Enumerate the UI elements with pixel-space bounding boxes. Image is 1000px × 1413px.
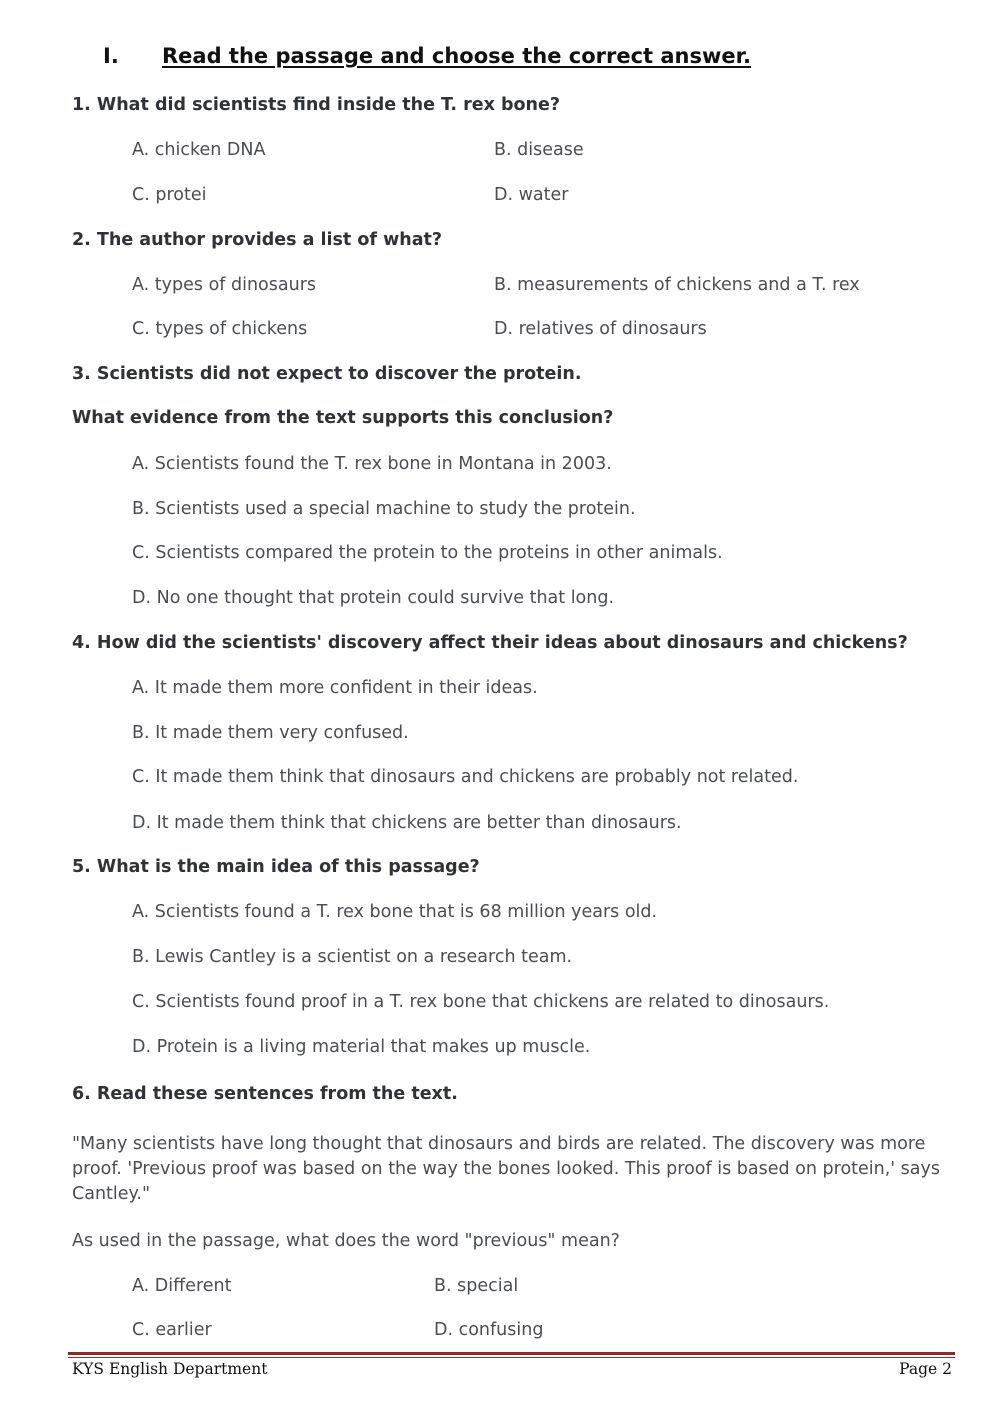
- question-1: 1. What did scientists find inside the T. rex bone?: [72, 95, 560, 115]
- section-title: Read the passage and choose the correct answer.: [162, 44, 751, 68]
- q5-option-c[interactable]: C. Scientists found proof in a T. rex bone that chickens are related to dinosaurs.: [132, 992, 830, 1012]
- q2-option-a[interactable]: A. types of dinosaurs: [132, 275, 317, 295]
- q3-option-a[interactable]: A. Scientists found the T. rex bone in Montana in 2003.: [132, 454, 612, 474]
- q6-option-a[interactable]: A. Different: [132, 1276, 232, 1296]
- footer-rule: [68, 1352, 955, 1355]
- q5-option-b[interactable]: B. Lewis Cantley is a scientist on a research team.: [132, 947, 573, 967]
- question-6-prompt: As used in the passage, what does the word "previous" mean?: [72, 1231, 620, 1251]
- q3-option-d[interactable]: D. No one thought that protein could survive that long.: [132, 588, 615, 608]
- q4-option-b[interactable]: B. It made them very confused.: [132, 723, 409, 743]
- section-number: I.: [103, 44, 119, 68]
- question-4: 4. How did the scientists' discovery affect their ideas about dinosaurs and chickens?: [72, 633, 908, 653]
- q5-option-d[interactable]: D. Protein is a living material that makes up muscle.: [132, 1037, 591, 1057]
- q6-option-d[interactable]: D. confusing: [434, 1320, 544, 1340]
- q1-option-d[interactable]: D. water: [494, 185, 569, 205]
- q4-option-c[interactable]: C. It made them think that dinosaurs and chickens are probably not related.: [132, 767, 799, 787]
- q1-option-b[interactable]: B. disease: [494, 140, 584, 160]
- footer-department: KYS English Department: [72, 1360, 268, 1378]
- footer-rule-thin: [68, 1357, 955, 1358]
- q4-option-d[interactable]: D. It made them think that chickens are better than dinosaurs.: [132, 813, 682, 833]
- q2-option-c[interactable]: C. types of chickens: [132, 319, 308, 339]
- page-number: Page 2: [899, 1360, 952, 1378]
- question-3-prompt: What evidence from the text supports this conclusion?: [72, 408, 614, 428]
- q6-option-c[interactable]: C. earlier: [132, 1320, 212, 1340]
- q2-option-d[interactable]: D. relatives of dinosaurs: [494, 319, 707, 339]
- question-2: 2. The author provides a list of what?: [72, 230, 443, 250]
- q6-option-b[interactable]: B. special: [434, 1276, 519, 1296]
- q4-option-a[interactable]: A. It made them more confident in their ideas.: [132, 678, 538, 698]
- q1-option-c[interactable]: C. protei: [132, 185, 207, 205]
- passage-quote: "Many scientists have long thought that dinosaurs and birds are related. The discovery was more proof. 'Previous proof was based on the way the bones looked. This proof is based on protein,' says Cantley.": [72, 1134, 940, 1204]
- q1-option-a[interactable]: A. chicken DNA: [132, 140, 266, 160]
- q3-option-c[interactable]: C. Scientists compared the protein to the proteins in other animals.: [132, 543, 723, 563]
- q2-option-b[interactable]: B. measurements of chickens and a T. rex: [494, 275, 860, 295]
- q5-option-a[interactable]: A. Scientists found a T. rex bone that is 68 million years old.: [132, 902, 658, 922]
- question-5: 5. What is the main idea of this passage?: [72, 857, 480, 877]
- q3-option-b[interactable]: B. Scientists used a special machine to study the protein.: [132, 499, 636, 519]
- question-6: 6. Read these sentences from the text.: [72, 1084, 458, 1104]
- question-3: 3. Scientists did not expect to discover the protein.: [72, 364, 582, 384]
